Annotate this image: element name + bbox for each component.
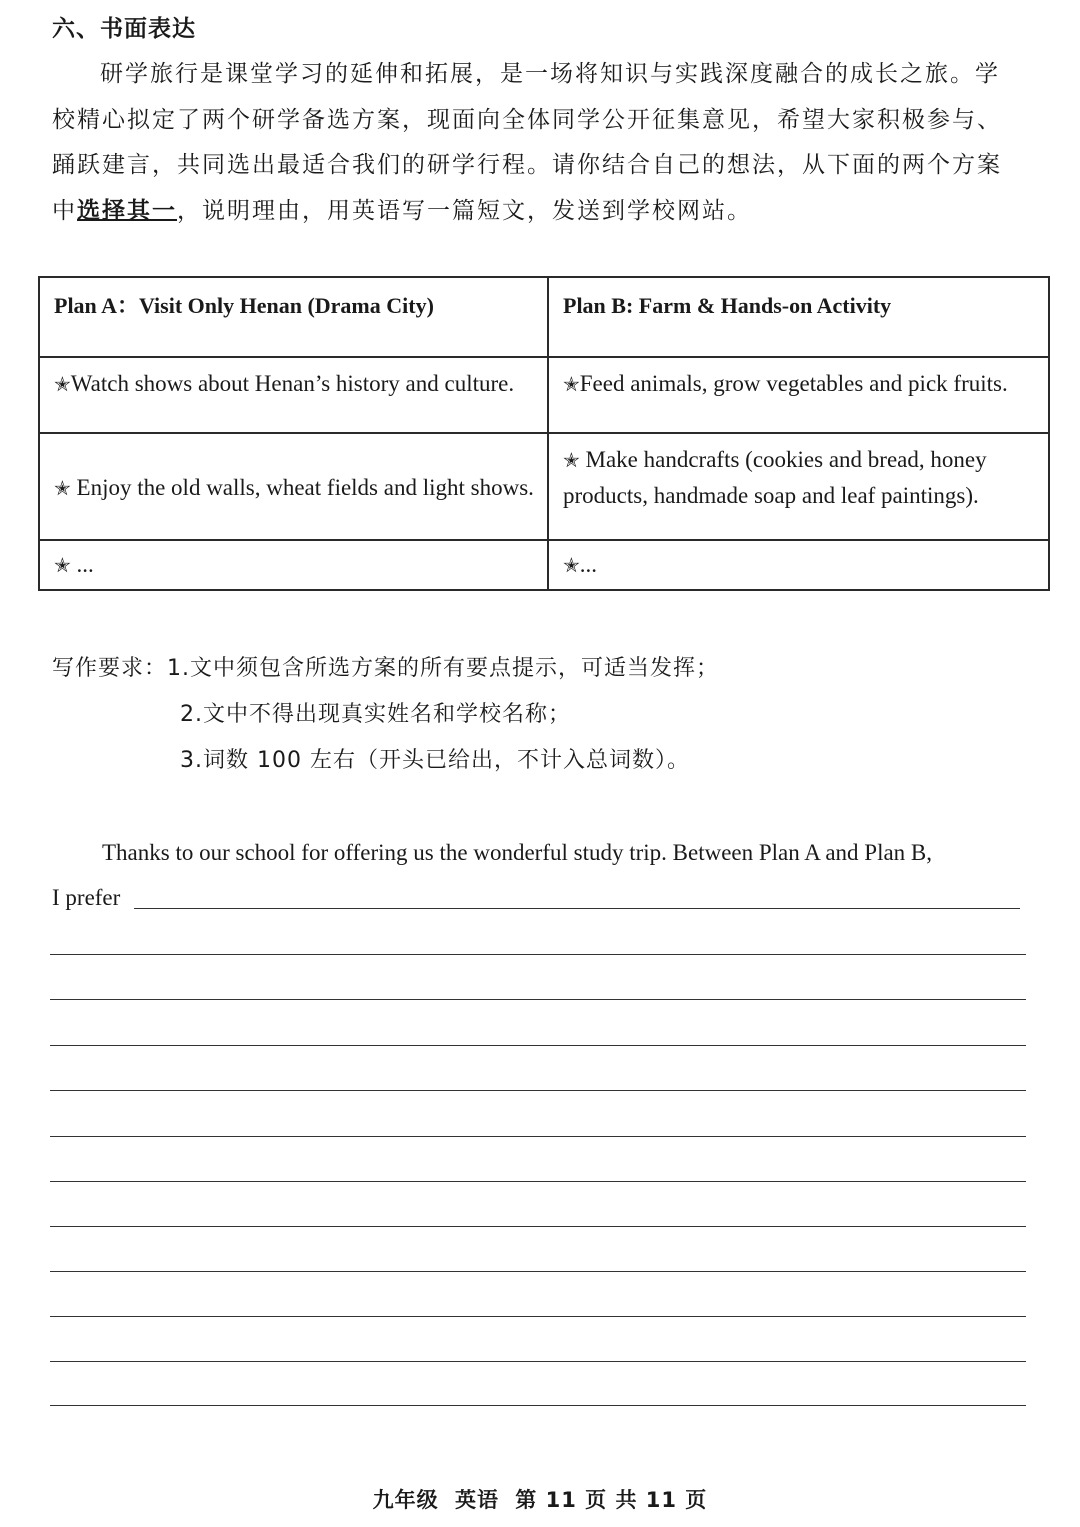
intro-line-3: 踊跃建言，共同选出最适合我们的研学行程。请你结合自己的想法，从下面的两个方案	[52, 152, 1002, 178]
opening-line-1: Thanks to our school for offering us the wonderful study trip. Between Plan A and Plan B,	[102, 840, 933, 865]
answer-line[interactable]	[50, 1136, 1026, 1137]
intro-line-4-post: ，说明理由，用英语写一篇短文，发送到学校网站。	[177, 197, 752, 224]
star-icon: ✭	[54, 475, 71, 500]
plan-b-point-3-text: ...	[579, 552, 598, 577]
plan-b-point-3	[548, 540, 1049, 590]
plans-table	[38, 276, 1050, 591]
plan-a-point-1-text: Watch shows about Henan’s history and culture.	[70, 371, 515, 396]
plan-a-point-3-text: ...	[76, 552, 94, 577]
answer-line[interactable]	[50, 954, 1026, 955]
intro-paragraph	[52, 52, 1042, 234]
plan-b-point-1-text: Feed animals, grow vegetables and pick fruits.	[579, 371, 1008, 396]
table-row	[39, 540, 1049, 590]
table-row	[39, 433, 1049, 540]
footer-subject: 英语	[454, 1488, 499, 1512]
requirement-3: 3.词数 100 左右（开头已给出，不计入总词数）。	[180, 748, 690, 773]
requirement-2: 2.文中不得出现真实姓名和学校名称；	[180, 702, 571, 727]
answer-line[interactable]	[50, 1316, 1026, 1317]
answer-line[interactable]	[50, 1226, 1026, 1227]
star-icon: ✭	[54, 553, 71, 577]
section-title: 六、书面表达	[52, 16, 196, 42]
star-icon: ✭	[563, 448, 580, 472]
page-footer	[0, 1484, 1080, 1514]
requirement-1-text: 1.文中须包含所选方案的所有要点提示，可适当发挥；	[167, 656, 720, 681]
essay-opening	[52, 830, 1042, 920]
table-row	[39, 357, 1049, 433]
plan-a-point-1	[39, 357, 548, 433]
plan-b-point-1	[548, 357, 1049, 433]
intro-emphasis: 选择其一	[77, 197, 177, 224]
table-header-row	[39, 277, 1049, 357]
answer-line[interactable]	[50, 1361, 1026, 1362]
footer-grade: 九年级	[372, 1488, 439, 1512]
answer-line[interactable]	[50, 1271, 1026, 1272]
star-icon: ✭	[54, 372, 71, 396]
plan-a-point-2	[39, 433, 548, 540]
footer-page-number: 第 11 页 共 11 页	[515, 1488, 708, 1512]
plan-a-point-2-text: Enjoy the old walls, wheat fields and light shows.	[76, 474, 534, 500]
answer-line[interactable]	[50, 1090, 1026, 1091]
requirement-1	[52, 646, 719, 692]
answer-line[interactable]	[134, 908, 1020, 909]
plan-b-title: Plan B: Farm & Hands-on Activity	[548, 277, 1049, 357]
answer-line[interactable]	[50, 1181, 1026, 1182]
plan-a-title: Plan A：Visit Only Henan (Drama City)	[39, 277, 548, 357]
star-icon: ✭	[563, 372, 580, 396]
plan-b-point-2	[548, 433, 1049, 540]
intro-line-1: 研学旅行是课堂学习的延伸和拓展，是一场将知识与实践深度融合的成长之旅。学	[100, 61, 1000, 87]
opening-line-2: I prefer	[52, 885, 121, 910]
plan-b-point-2-text: Make handcrafts (cookies and bread, honey products, handmade soap and leaf paintings).	[563, 447, 987, 508]
star-icon: ✭	[563, 553, 580, 577]
answer-line[interactable]	[50, 1045, 1026, 1046]
plan-a-point-3	[39, 540, 548, 590]
answer-line[interactable]	[50, 999, 1026, 1000]
requirements-label: 写作要求：	[52, 656, 168, 681]
intro-line-2: 校精心拟定了两个研学备选方案，现面向全体同学公开征集意见，希望大家积极参与、	[52, 106, 1002, 133]
intro-line-4	[52, 189, 1042, 235]
answer-line[interactable]	[50, 1405, 1026, 1406]
intro-line-4-pre: 中	[52, 197, 77, 224]
writing-requirements	[52, 646, 719, 784]
